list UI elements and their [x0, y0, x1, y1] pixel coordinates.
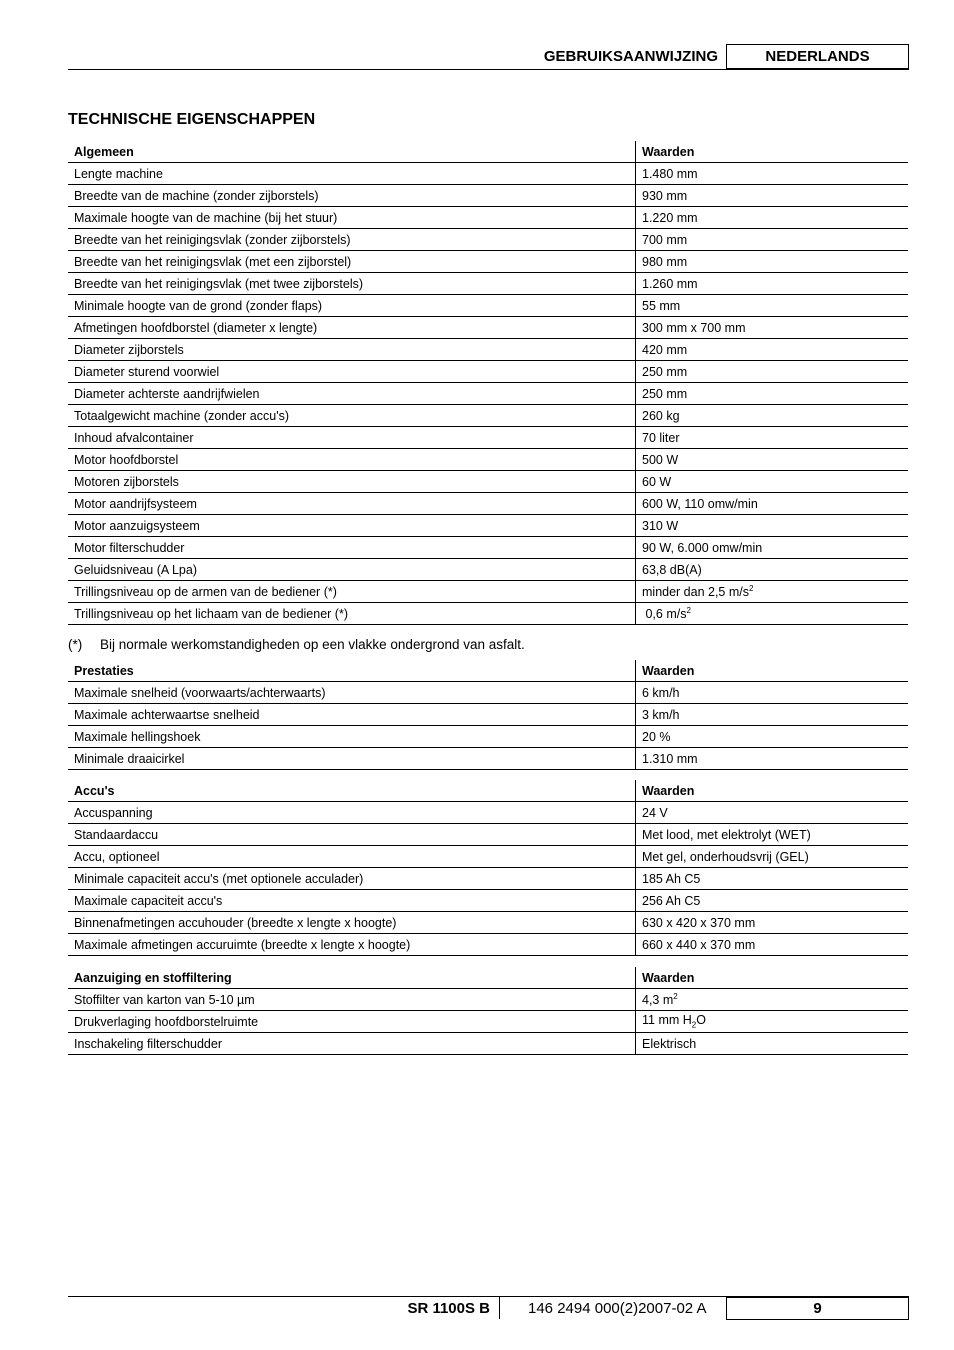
table-row — [68, 912, 908, 934]
column-header-general: Algemeen — [68, 141, 636, 163]
row-label: Lengte machine — [68, 163, 636, 185]
column-header-values: Waarden — [636, 660, 909, 682]
document-number: 146 2494 000(2)2007-02 A — [528, 1300, 707, 1317]
row-label: Minimale hoogte van de grond (zonder flaps) — [68, 295, 636, 317]
row-label: Afmetingen hoofdborstel (diameter x lengte) — [68, 317, 636, 339]
row-value: 1.310 mm — [636, 748, 909, 770]
row-label: Inhoud afvalcontainer — [68, 427, 636, 449]
table-row — [68, 581, 908, 603]
table-header-row — [68, 780, 908, 802]
row-value: 11 mm $H_2O$ — [636, 1011, 909, 1033]
table-row — [68, 824, 908, 846]
row-label: Maximale hoogte van de machine (bij het stuur) — [68, 207, 636, 229]
row-value: 6 km/h — [636, 682, 909, 704]
row-value: 1.260 mm — [636, 273, 909, 295]
row-value: 310 W — [636, 515, 909, 537]
row-label: Inschakeling filterschudder — [68, 1033, 636, 1055]
row-label: Maximale afmetingen accuruimte (breedte x lengte x hoogte) — [68, 934, 636, 956]
row-value: 3 km/h — [636, 704, 909, 726]
table-row — [68, 317, 908, 339]
footnote-mark: (*) — [68, 637, 83, 652]
table-row — [68, 383, 908, 405]
table-row — [68, 207, 908, 229]
table-row — [68, 361, 908, 383]
table-row — [68, 603, 908, 625]
table-header-row — [68, 141, 908, 163]
row-value: 260 kg — [636, 405, 909, 427]
row-label: Totaalgewicht machine (zonder accu's) — [68, 405, 636, 427]
row-label: Drukverlaging hoofdborstelruimte — [68, 1011, 636, 1033]
row-value: 256 Ah C5 — [636, 890, 909, 912]
column-header-batteries: Accu's — [68, 780, 636, 802]
row-value: 24 V — [636, 802, 909, 824]
row-label: Maximale snelheid (voorwaarts/achterwaarts) — [68, 682, 636, 704]
table-header-row — [68, 660, 908, 682]
row-label: Trillingsniveau op het lichaam van de bediener (*) — [68, 603, 636, 625]
row-value: 660 x 440 x 370 mm — [636, 934, 909, 956]
row-label: Motor filterschudder — [68, 537, 636, 559]
table-row — [68, 427, 908, 449]
column-header-suction: Aanzuiging en stoffiltering — [68, 967, 636, 989]
row-label: Breedte van de machine (zonder zijborstels) — [68, 185, 636, 207]
row-label: Standaardaccu — [68, 824, 636, 846]
manual-title: GEBRUIKSAANWIJZING — [543, 48, 718, 65]
table-row — [68, 989, 908, 1011]
row-label: Breedte van het reinigingsvlak (met twee zijborstels) — [68, 273, 636, 295]
table-row — [68, 890, 908, 912]
table-row — [68, 229, 908, 251]
table-row — [68, 251, 908, 273]
table-row — [68, 185, 908, 207]
table-row — [68, 471, 908, 493]
row-value: 420 mm — [636, 339, 909, 361]
row-value: Met gel, onderhoudsvrij (GEL) — [636, 846, 909, 868]
table-row — [68, 273, 908, 295]
row-value: 630 x 420 x 370 mm — [636, 912, 909, 934]
row-value: 500 W — [636, 449, 909, 471]
row-value: 300 mm x 700 mm — [636, 317, 909, 339]
table-row — [68, 537, 908, 559]
table-row — [68, 449, 908, 471]
row-value: 63,8 dB(A) — [636, 559, 909, 581]
row-label: Breedte van het reinigingsvlak (met een zijborstel) — [68, 251, 636, 273]
page-footer — [68, 1296, 909, 1320]
table-row — [68, 493, 908, 515]
table-row — [68, 704, 908, 726]
row-label: Motor aanzuigsysteem — [68, 515, 636, 537]
column-header-performance: Prestaties — [68, 660, 636, 682]
row-label: Diameter sturend voorwiel — [68, 361, 636, 383]
footnote — [68, 637, 525, 652]
row-value: minder dan 2,5 $m/s^2$ — [636, 581, 909, 603]
row-value: 980 mm — [636, 251, 909, 273]
table-row — [68, 295, 908, 317]
row-label: Motoren zijborstels — [68, 471, 636, 493]
row-value: Elektrisch — [636, 1033, 909, 1055]
table-row — [68, 726, 908, 748]
model-name: SR 1100S B — [407, 1300, 490, 1317]
footer-divider — [499, 1297, 500, 1319]
table-header-row — [68, 967, 908, 989]
table-row — [68, 846, 908, 868]
row-value: Met lood, met elektrolyt (WET) — [636, 824, 909, 846]
row-label: Motor aandrijfsysteem — [68, 493, 636, 515]
table-row — [68, 682, 908, 704]
table-row — [68, 559, 908, 581]
row-label: Minimale capaciteit accu's (met optionele acculader) — [68, 868, 636, 890]
row-value: 60 W — [636, 471, 909, 493]
table-row — [68, 405, 908, 427]
table-row — [68, 748, 908, 770]
battery-specs-table — [68, 780, 908, 956]
row-value: 1.220 mm — [636, 207, 909, 229]
table-row — [68, 339, 908, 361]
table-row — [68, 868, 908, 890]
row-value: 250 mm — [636, 383, 909, 405]
column-header-values: Waarden — [636, 780, 909, 802]
row-label: Motor hoofdborstel — [68, 449, 636, 471]
row-label: Stoffilter van karton van 5-10 µm — [68, 989, 636, 1011]
column-header-values: Waarden — [636, 141, 909, 163]
row-label: Diameter achterste aandrijfwielen — [68, 383, 636, 405]
table-row — [68, 802, 908, 824]
row-label: Accuspanning — [68, 802, 636, 824]
row-label: Geluidsniveau (A Lpa) — [68, 559, 636, 581]
footnote-text: Bij normale werkomstandigheden op een vlakke ondergrond van asfalt. — [100, 637, 525, 652]
table-row — [68, 515, 908, 537]
table-row — [68, 934, 908, 956]
row-value: 185 Ah C5 — [636, 868, 909, 890]
row-value: 0,6 $m/s^2$ — [636, 603, 909, 625]
row-value: 600 W, 110 omw/min — [636, 493, 909, 515]
column-header-values: Waarden — [636, 967, 909, 989]
row-label: Maximale achterwaartse snelheid — [68, 704, 636, 726]
table-row — [68, 163, 908, 185]
row-value: 4,3 $m^2$ — [636, 989, 909, 1011]
row-value: 250 mm — [636, 361, 909, 383]
row-label: Diameter zijborstels — [68, 339, 636, 361]
row-label: Binnenafmetingen accuhouder (breedte x lengte x hoogte) — [68, 912, 636, 934]
page-header — [68, 44, 909, 70]
table-row — [68, 1011, 908, 1033]
row-label: Minimale draaicirkel — [68, 748, 636, 770]
row-label: Breedte van het reinigingsvlak (zonder zijborstels) — [68, 229, 636, 251]
row-label: Maximale hellingshoek — [68, 726, 636, 748]
row-value: 700 mm — [636, 229, 909, 251]
row-value: 20 % — [636, 726, 909, 748]
table-row — [68, 1033, 908, 1055]
row-label: Trillingsniveau op de armen van de bediener (*) — [68, 581, 636, 603]
row-value: 55 mm — [636, 295, 909, 317]
row-label: Maximale capaciteit accu's — [68, 890, 636, 912]
performance-specs-table — [68, 660, 908, 770]
row-label: Accu, optioneel — [68, 846, 636, 868]
suction-specs-table — [68, 967, 908, 1055]
row-value: 70 liter — [636, 427, 909, 449]
general-specs-table — [68, 141, 908, 625]
row-value: 1.480 mm — [636, 163, 909, 185]
language-label: NEDERLANDS — [726, 44, 909, 69]
row-value: 930 mm — [636, 185, 909, 207]
section-title: TECHNISCHE EIGENSCHAPPEN — [68, 111, 316, 128]
page-number: 9 — [726, 1297, 909, 1320]
row-value: 90 W, 6.000 omw/min — [636, 537, 909, 559]
